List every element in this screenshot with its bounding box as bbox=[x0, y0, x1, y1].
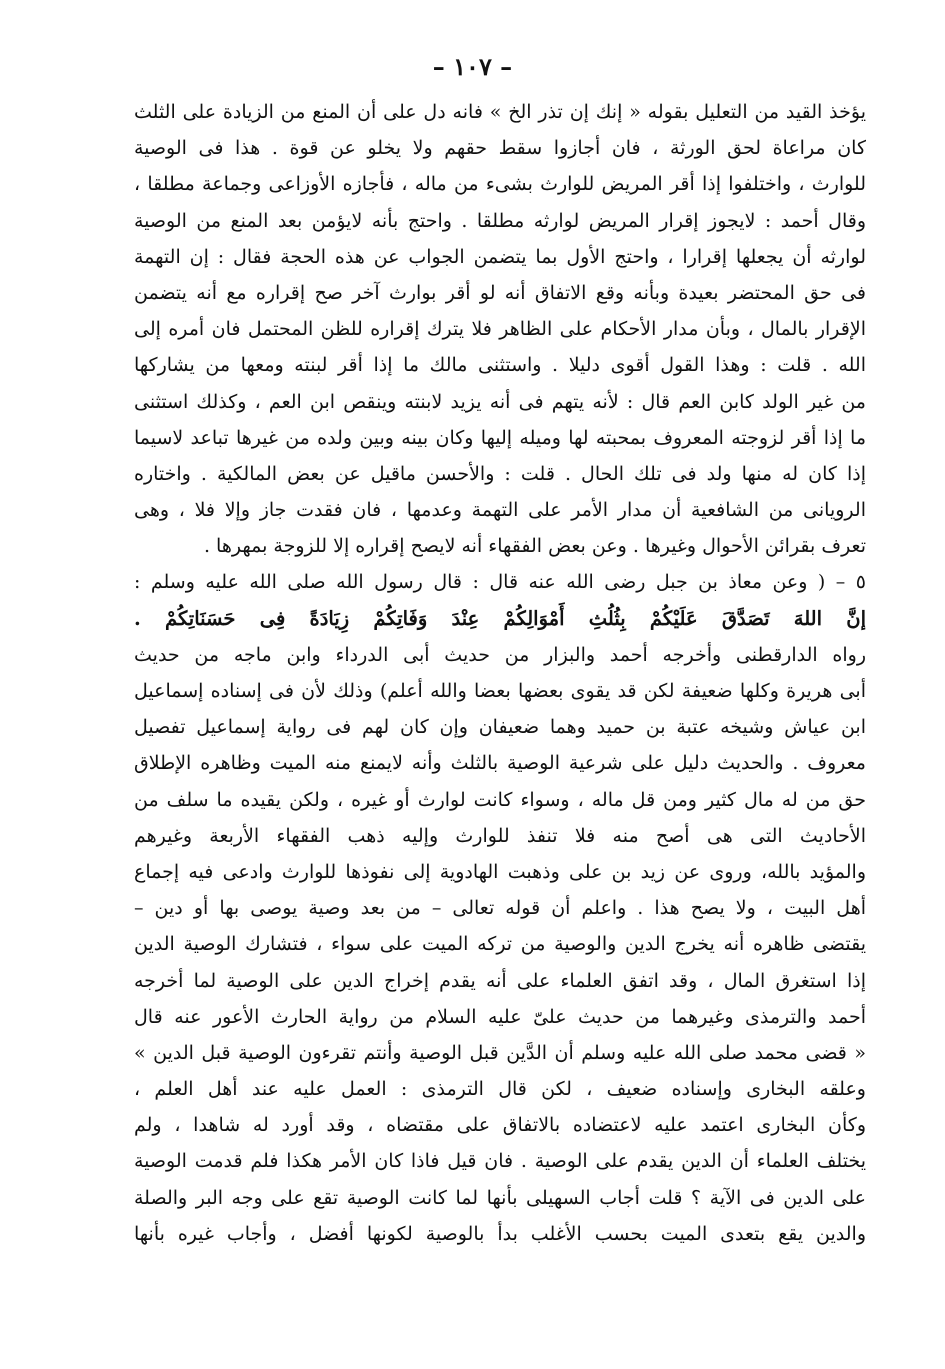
text-line: حق من له مال كثير ومن قل ماله ، وسواء كانت لوارث أو غيره ، ولكن يقيده ما سلف من bbox=[134, 788, 866, 811]
text-line: كان مراعاة لحق الورثة ، فان أجازوا سقط حقهم ولا يخلو عن قوة . هذا فى الوصية bbox=[134, 137, 866, 160]
text-line: يقتضى ظاهره أنه يخرج الدين والوصية من تركه الميت على سواء ، فتشارك الوصية الدين bbox=[134, 933, 866, 956]
text-line: الأحاديث التى هى أصح منه فلا تنفذ للوارث وإليه ذهب الفقهاء الأربعة وغيرهم bbox=[134, 824, 866, 847]
text-line: إذا استغرق المال ، وقد اتفق العلماء على أنه يقدم إخراج الدين على الوصية لما أخرجه bbox=[134, 969, 866, 992]
text-line: معروف . والحديث دليل على شرعية الوصية بالثلث وأنه لايمنع منه الميت وظاهره الإطلاق bbox=[134, 752, 866, 775]
text-line: والدين يقع بتعدى الميت بحسب الأغلب بدأ بالوصية لكونها أفضل ، وأجاب غيره بأنها bbox=[134, 1222, 866, 1245]
text-line: الله . قلت : وهذا القول أقوى دليلا . واستثنى مالك ما إذا أقر لبنته ومعها من يشاركها bbox=[134, 354, 866, 377]
text-line: ما إذا أقر لزوجته المعروف بمحبته لها وميله إليها وكان بينه وبين ولده من غيرها تباعد لاسيما bbox=[134, 426, 866, 449]
text-line: فى حق المحتضر بعيدة وبأنه وقع الاتفاق أنه لو أقر بوارث آخر صح إقراره مع أنه يتضمن bbox=[134, 281, 866, 304]
text-line: يختلف العلماء أن الدين يقدم على الوصية . فان قيل فاذا كان الأمر هكذا فلم قدمت الوصية bbox=[134, 1150, 866, 1173]
text-line: رواه الدارقطنى وأخرجه أحمد والبزار من حديث أبى الدرداء وابن ماجه من حديث bbox=[134, 643, 866, 666]
hadith-intro-line: ٥ – ( وعن معاذ بن جبل رضى الله عنه قال : قال رسول الله صلى الله عليه وسلم : bbox=[134, 571, 866, 594]
text-line: ابن عياش وشيخه عتبة بن حميد وهما ضعيفان وإن كان لهم فى رواية إسماعيل تفصيل bbox=[134, 716, 866, 739]
text-line: يؤخذ القيد من التعليل بقوله « إنك إن تذر الخ » فانه دل على أن المنع من الزيادة على الثلث bbox=[134, 101, 866, 123]
text-line: الإقرار بالمال ، وبأن مدار الأحكام على الظاهر فلا يترك إقراره للظن المحتمل فان أمره إلى bbox=[134, 318, 866, 341]
text-line: أحمد والترمذى وغيرهما من حديث علىّ عليه السلام من رواية الحارث الأعور عنه قال bbox=[134, 1005, 866, 1028]
text-line: تعرف بقرائن الأحوال وغيرها . وعن بعض الفقهاء أنه لايصح إقراره إلا للزوجة بمهرها . bbox=[203, 535, 866, 558]
text-line: أهل البيت ، ولا يصح هذا . واعلم أن قوله تعالى – من بعد وصية يوصى بها أو دين – bbox=[134, 897, 866, 920]
quote-line: « قضى محمد صلى الله عليه وسلم أن الدَّين قبل الوصية وأنتم تقرءون الوصية قبل الدين » bbox=[134, 1041, 866, 1064]
text-line: وكأن البخارى اعتمد عليه لاعتضاده بالاتفاق على مقتضاه ، وقد أورد له شاهدا ، ولم bbox=[134, 1114, 866, 1137]
text-line: أبى هريرة وكلها ضعيفة لكن قد يقوى بعضها بعضا والله أعلم) وذلك لأن فى إسناده إسماعيل bbox=[134, 680, 866, 702]
text-line: للوارث ، واختلفوا إذا أقر المريض للوارث بشىء من ماله ، فأجازه الأوزاعى وجماعة مطلقا ، bbox=[134, 173, 866, 196]
text-line: لوارثه أن يجعلها إقرارا ، واحتج الأول بما يتضمن الجواب عن هذه الحجة فقال : إن التهمة bbox=[134, 245, 866, 268]
text-line: وعلقه البخارى وإسناده ضعيف ، لكن قال الترمذى : العمل عليه عند أهل العلم ، bbox=[134, 1078, 866, 1101]
body-text bbox=[134, 94, 866, 1252]
text-line: الرويانى من الشافعية أن مدار الأمر على التهمة وعدمها ، فان فقدت جاز وإلا فلا ، وهى bbox=[134, 499, 866, 522]
text-line: على الدين فى الآية ؟ قلت أجاب السهيلى بأنها لما كانت الوصية تقع على وجه البر والصلة bbox=[134, 1186, 866, 1209]
page-number: – ١٠٧ – bbox=[432, 52, 513, 81]
text-line: والمؤيد بالله، وروى عن زيد بن على وذهبت الهادوية إلى نفوذها للوارث وادعى فيه إجماع bbox=[134, 860, 866, 883]
hadith-text-line: إنَّ اللهَ تَصَدَّقَ عَلَيْكُمْ بِثُلُثِ أَمْوَالِكُمْ عِنْدَ وَفَاتِكُمْ زِيَادَةً فِى حَسَنَاتِكُمْ . bbox=[134, 606, 866, 630]
text-line: من غير الولد كابن العم قال : لأنه يتهم فى أنه يزيد لابنته وينقص ابن العم ، وكذلك استثنى bbox=[134, 390, 866, 413]
text-line: وقال أحمد : لايجوز إقرار المريض لوارثه مطلقا . واحتج بأنه لايؤمن بعد المنع من الوصية bbox=[134, 209, 866, 232]
text-line: إذا كان له منها ولد فى تلك الحال . قلت : والأحسن ماقيل عن بعض المالكية . واختاره bbox=[134, 462, 866, 485]
